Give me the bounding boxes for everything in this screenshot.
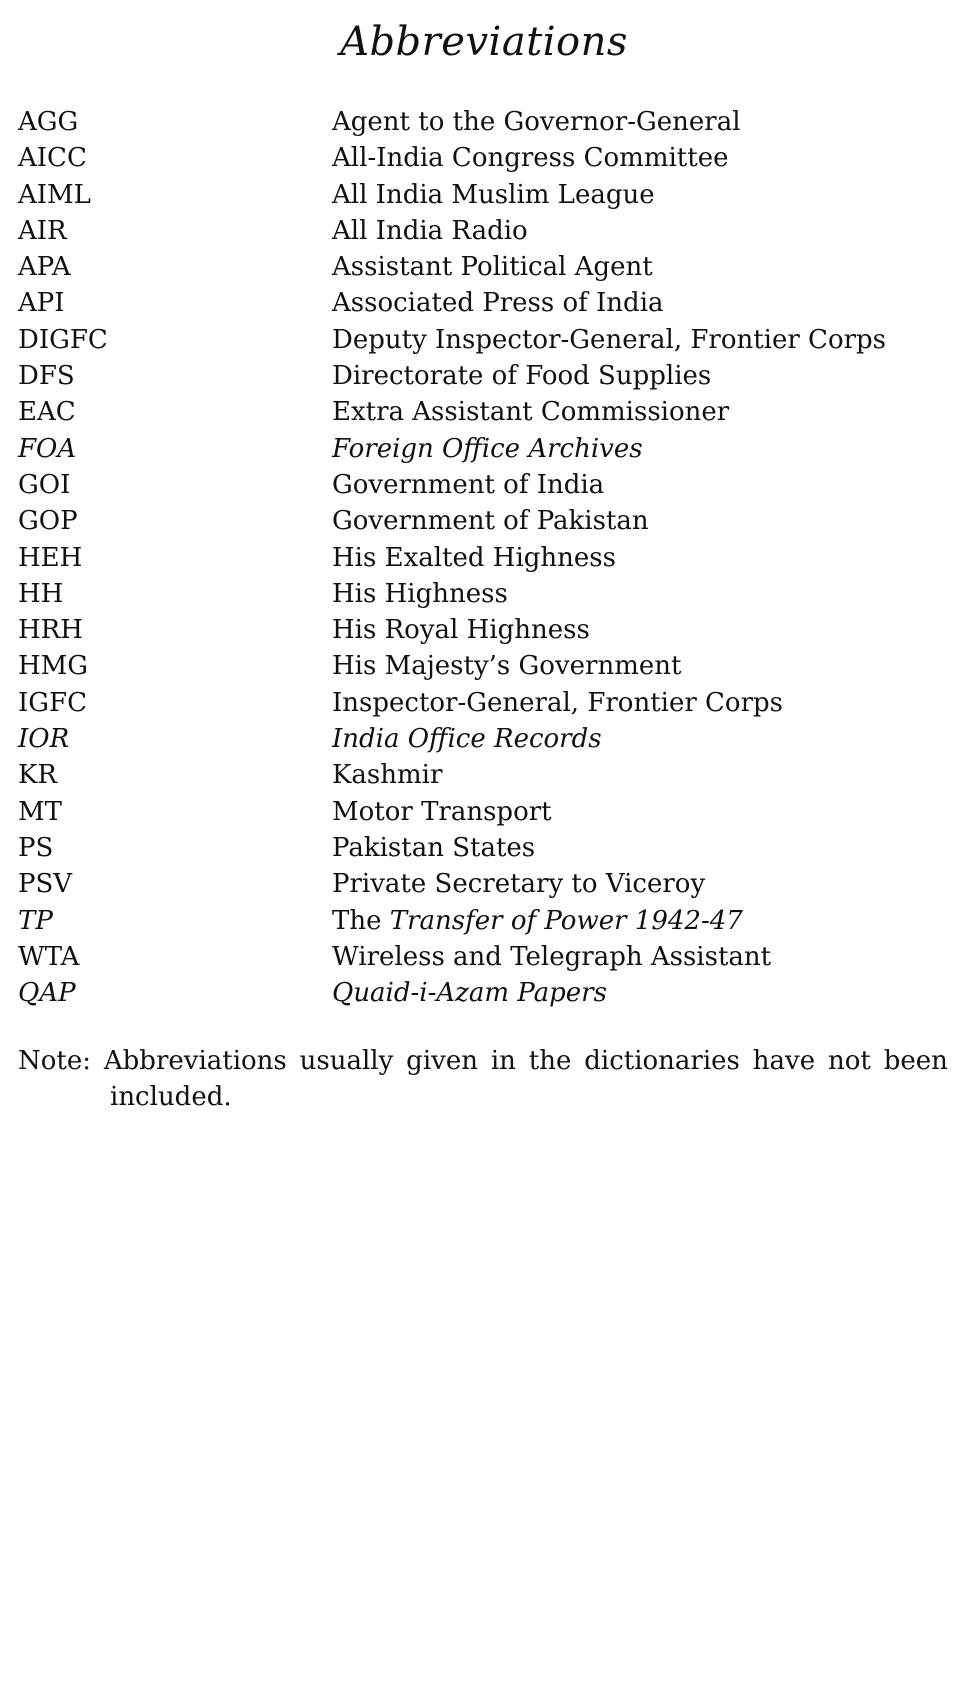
list-item	[18, 612, 948, 648]
abbreviation: EAC	[18, 397, 76, 428]
note-word: have	[752, 1046, 816, 1076]
abbreviation-meaning: His Royal Highness	[332, 615, 590, 646]
abbreviation-meaning: Motor Transport	[332, 796, 552, 827]
list-item	[18, 939, 948, 975]
note-word: the	[528, 1046, 572, 1076]
list-item	[18, 648, 948, 684]
abbreviation: HEH	[18, 542, 83, 573]
abbreviation: PS	[18, 832, 54, 863]
abbreviation: GOP	[18, 506, 78, 537]
list-item	[18, 104, 948, 140]
abbreviation: DFS	[18, 361, 75, 392]
abbreviation: AICC	[18, 143, 87, 174]
list-item	[18, 467, 948, 503]
list-item	[18, 540, 948, 576]
note-word: not	[827, 1046, 871, 1076]
note-word: dictionaries	[584, 1046, 740, 1076]
list-item	[18, 322, 948, 358]
abbreviation: HH	[18, 578, 64, 609]
list-item	[18, 177, 948, 213]
list-item	[18, 249, 948, 285]
abbreviation-meaning: India Office Records	[332, 724, 602, 755]
list-item	[18, 830, 948, 866]
abbreviation: TP	[18, 905, 53, 936]
abbreviation: MT	[18, 796, 62, 827]
list-item	[18, 140, 948, 176]
abbreviation-list	[18, 104, 948, 1011]
note-word: been	[883, 1046, 948, 1076]
list-item	[18, 503, 948, 539]
abbreviation: APA	[18, 252, 71, 283]
list-item	[18, 285, 948, 321]
abbreviation-meaning: Extra Assistant Commissioner	[332, 397, 730, 428]
list-item	[18, 721, 948, 757]
list-item	[18, 866, 948, 902]
note-word: Abbreviations	[103, 1046, 287, 1076]
abbreviation: WTA	[18, 941, 80, 972]
abbreviation-meaning: Private Secretary to Viceroy	[332, 869, 706, 900]
abbreviation-meaning: All-India Congress Committee	[332, 143, 729, 174]
note-word: usually	[299, 1046, 394, 1076]
list-item	[18, 358, 948, 394]
abbreviation-meaning: His Majesty’s Government	[332, 651, 682, 682]
list-item	[18, 794, 948, 830]
abbreviation-meaning: All India Muslim League	[332, 179, 655, 210]
abbreviation: FOA	[18, 433, 77, 464]
meaning-prefix: The	[332, 905, 390, 936]
note-word: given	[406, 1046, 478, 1076]
abbreviation: HMG	[18, 651, 89, 682]
list-item	[18, 431, 948, 467]
abbreviation: AGG	[18, 107, 79, 137]
abbreviation-meaning: Foreign Office Archives	[332, 433, 643, 464]
abbreviation-meaning: Quaid-i-Azam Papers	[332, 978, 607, 1009]
abbreviation: IGFC	[18, 687, 87, 718]
abbreviation: IOR	[18, 724, 70, 755]
abbreviation-meaning: Assistant Political Agent	[332, 252, 653, 283]
meaning-title: Transfer of Power 1942-47	[389, 905, 743, 936]
list-item	[18, 975, 948, 1011]
abbreviation-meaning: Wireless and Telegraph Assistant	[332, 941, 772, 972]
abbreviation: GOI	[18, 469, 71, 500]
footnote	[18, 1043, 948, 1115]
abbreviation-meaning: Agent to the Governor-General	[332, 107, 741, 137]
abbreviation-meaning: Inspector-General, Frontier Corps	[332, 687, 784, 718]
list-item	[18, 213, 948, 249]
abbreviation: KR	[18, 760, 57, 791]
abbreviation: DIGFC	[18, 324, 108, 355]
abbreviation: QAP	[18, 978, 76, 1009]
list-item	[18, 576, 948, 612]
abbreviation-meaning: Government of Pakistan	[332, 506, 649, 537]
abbreviation: API	[18, 288, 65, 319]
abbreviation-meaning: Kashmir	[332, 760, 443, 791]
note-line	[18, 1043, 948, 1079]
abbreviation-meaning: Associated Press of India	[332, 288, 664, 319]
abbreviation-meaning: His Highness	[332, 578, 508, 609]
list-item	[18, 685, 948, 721]
abbreviation: PSV	[18, 869, 73, 900]
abbreviation-meaning: His Exalted Highness	[332, 542, 616, 573]
abbreviation-meaning: All India Radio	[332, 215, 528, 246]
abbreviation-meaning: Government of India	[332, 469, 605, 500]
abbreviation-meaning: Directorate of Food Supplies	[332, 361, 712, 392]
abbreviation: AIML	[18, 179, 91, 210]
note-continuation: included.	[110, 1082, 232, 1112]
list-item	[18, 394, 948, 430]
note-word: Note:	[18, 1046, 91, 1076]
abbreviation: HRH	[18, 615, 83, 646]
abbreviation: AIR	[18, 215, 67, 246]
abbreviation-meaning: Deputy Inspector-General, Frontier Corps	[332, 324, 887, 355]
list-item	[18, 903, 948, 939]
note-word: in	[490, 1046, 516, 1076]
abbreviation-meaning: Pakistan States	[332, 832, 536, 863]
page-title: Abbreviations	[340, 19, 628, 65]
abbreviation-meaning	[332, 903, 743, 939]
list-item	[18, 757, 948, 793]
